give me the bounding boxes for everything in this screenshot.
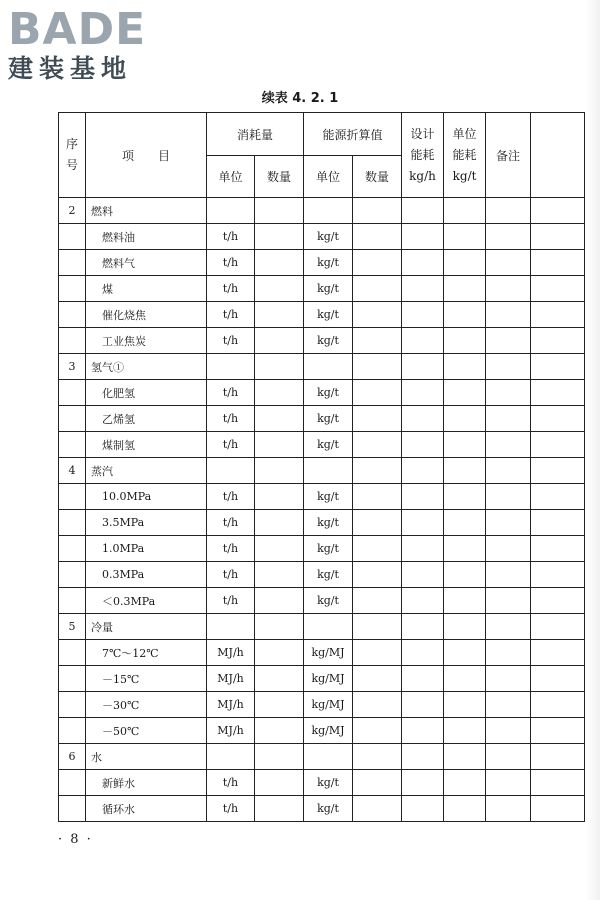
- cell-blank: [531, 432, 585, 458]
- cell-consumption-unit: t/h: [207, 276, 255, 302]
- cell-conversion-unit: kg/MJ: [304, 718, 353, 744]
- cell-consumption-quantity: [255, 198, 304, 224]
- cell-remarks: [486, 458, 531, 484]
- cell-blank: [531, 354, 585, 380]
- cell-blank: [531, 484, 585, 510]
- cell-consumption-unit: [207, 198, 255, 224]
- cell-item: 催化烧焦: [86, 302, 207, 328]
- cell-unit-energy: [444, 484, 486, 510]
- cell-blank: [531, 562, 585, 588]
- cell-design-energy: [402, 666, 444, 692]
- energy-consumption-table: [58, 112, 585, 822]
- cell-design-energy: [402, 770, 444, 796]
- cell-unit-energy: [444, 796, 486, 822]
- cell-seq: [59, 640, 86, 666]
- cell-design-energy: [402, 744, 444, 770]
- header-design-energy: [402, 113, 444, 198]
- cell-design-energy: [402, 406, 444, 432]
- cell-consumption-quantity: [255, 406, 304, 432]
- cell-conversion-unit: kg/MJ: [304, 692, 353, 718]
- header-remarks: 备注: [486, 113, 531, 198]
- table-row: [59, 796, 585, 822]
- cell-blank: [531, 276, 585, 302]
- cell-unit-energy: [444, 640, 486, 666]
- cell-seq: [59, 770, 86, 796]
- cell-consumption-unit: [207, 744, 255, 770]
- table-row: [59, 562, 585, 588]
- cell-blank: [531, 692, 585, 718]
- cell-conversion-quantity: [353, 796, 402, 822]
- header-energy-conversion: 能源折算值: [304, 113, 402, 156]
- table-row: [59, 380, 585, 406]
- cell-conversion-unit: kg/t: [304, 432, 353, 458]
- cell-seq: [59, 406, 86, 432]
- cell-design-energy: [402, 718, 444, 744]
- table-body: [59, 198, 585, 822]
- cell-conversion-quantity: [353, 224, 402, 250]
- cell-seq: [59, 562, 86, 588]
- cell-design-energy: [402, 224, 444, 250]
- cell-blank: [531, 510, 585, 536]
- cell-design-energy: [402, 198, 444, 224]
- cell-seq: [59, 224, 86, 250]
- cell-design-energy: [402, 458, 444, 484]
- cell-consumption-unit: t/h: [207, 796, 255, 822]
- cell-remarks: [486, 562, 531, 588]
- cell-consumption-unit: t/h: [207, 510, 255, 536]
- header-design-line1: 设计: [410, 126, 435, 141]
- cell-conversion-quantity: [353, 536, 402, 562]
- cell-conversion-unit: kg/MJ: [304, 666, 353, 692]
- cell-consumption-unit: t/h: [207, 406, 255, 432]
- cell-remarks: [486, 224, 531, 250]
- cell-blank: [531, 744, 585, 770]
- cell-conversion-quantity: [353, 614, 402, 640]
- logo-brand: BADE: [8, 4, 147, 55]
- cell-unit-energy: [444, 224, 486, 250]
- logo-subtitle: 建装基地: [8, 54, 133, 83]
- cell-conversion-unit: kg/t: [304, 510, 353, 536]
- cell-consumption-unit: t/h: [207, 536, 255, 562]
- cell-item: ＜0.3MPa: [86, 588, 207, 614]
- cell-conversion-quantity: [353, 692, 402, 718]
- cell-consumption-quantity: [255, 562, 304, 588]
- cell-unit-energy: [444, 588, 486, 614]
- cell-seq: 6: [59, 744, 86, 770]
- cell-seq: [59, 796, 86, 822]
- cell-conversion-unit: kg/MJ: [304, 640, 353, 666]
- cell-item: 3.5MPa: [86, 510, 207, 536]
- cell-item: 工业焦炭: [86, 328, 207, 354]
- cell-remarks: [486, 328, 531, 354]
- cell-conversion-quantity: [353, 432, 402, 458]
- header-consumption: 消耗量: [207, 113, 304, 156]
- cell-item: 7℃～12℃: [86, 640, 207, 666]
- header-seq-line2: 号: [65, 158, 78, 172]
- cell-consumption-quantity: [255, 796, 304, 822]
- cell-consumption-unit: MJ/h: [207, 640, 255, 666]
- cell-unit-energy: [444, 276, 486, 302]
- cell-unit-energy: [444, 354, 486, 380]
- cell-seq: [59, 484, 86, 510]
- table-row: [59, 666, 585, 692]
- cell-remarks: [486, 796, 531, 822]
- header-unit-energy: [444, 113, 486, 198]
- cell-blank: [531, 614, 585, 640]
- cell-unit-energy: [444, 432, 486, 458]
- cell-remarks: [486, 250, 531, 276]
- cell-remarks: [486, 770, 531, 796]
- cell-consumption-quantity: [255, 276, 304, 302]
- cell-conversion-quantity: [353, 198, 402, 224]
- cell-consumption-quantity: [255, 302, 304, 328]
- cell-conversion-unit: [304, 614, 353, 640]
- cell-blank: [531, 588, 585, 614]
- cell-item: －30℃: [86, 692, 207, 718]
- table-row-category: [59, 614, 585, 640]
- cell-design-energy: [402, 796, 444, 822]
- cell-design-energy: [402, 692, 444, 718]
- cell-conversion-unit: kg/t: [304, 484, 353, 510]
- cell-conversion-quantity: [353, 666, 402, 692]
- cell-seq: 4: [59, 458, 86, 484]
- cell-blank: [531, 718, 585, 744]
- cell-seq: [59, 692, 86, 718]
- cell-remarks: [486, 588, 531, 614]
- cell-conversion-quantity: [353, 380, 402, 406]
- cell-consumption-quantity: [255, 536, 304, 562]
- cell-seq: [59, 380, 86, 406]
- cell-conversion-quantity: [353, 510, 402, 536]
- cell-consumption-unit: t/h: [207, 770, 255, 796]
- page-number: · 8 ·: [58, 832, 93, 847]
- table-row: [59, 770, 585, 796]
- cell-conversion-quantity: [353, 276, 402, 302]
- cell-conversion-unit: kg/t: [304, 796, 353, 822]
- cell-design-energy: [402, 536, 444, 562]
- cell-item: 乙烯氢: [86, 406, 207, 432]
- cell-conversion-unit: [304, 458, 353, 484]
- cell-item: 氢气①: [86, 354, 207, 380]
- table-row-category: [59, 744, 585, 770]
- cell-consumption-quantity: [255, 224, 304, 250]
- table-row: [59, 406, 585, 432]
- cell-consumption-unit: t/h: [207, 432, 255, 458]
- table-row-category: [59, 198, 585, 224]
- cell-seq: 2: [59, 198, 86, 224]
- cell-remarks: [486, 692, 531, 718]
- cell-seq: 3: [59, 354, 86, 380]
- cell-consumption-quantity: [255, 640, 304, 666]
- cell-blank: [531, 536, 585, 562]
- cell-item: 冷量: [86, 614, 207, 640]
- cell-consumption-unit: t/h: [207, 484, 255, 510]
- cell-conversion-quantity: [353, 328, 402, 354]
- table-row: [59, 276, 585, 302]
- table-row: [59, 588, 585, 614]
- cell-unit-energy: [444, 666, 486, 692]
- cell-consumption-unit: t/h: [207, 588, 255, 614]
- cell-seq: [59, 718, 86, 744]
- cell-conversion-unit: [304, 198, 353, 224]
- cell-blank: [531, 770, 585, 796]
- cell-unit-energy: [444, 562, 486, 588]
- header-design-line3: kg/h: [409, 168, 436, 183]
- cell-blank: [531, 380, 585, 406]
- watermark-logo: [8, 6, 178, 92]
- cell-conversion-quantity: [353, 640, 402, 666]
- header-unit-energy-line1: 单位: [452, 126, 477, 141]
- cell-item: 蒸汽: [86, 458, 207, 484]
- cell-blank: [531, 224, 585, 250]
- cell-remarks: [486, 198, 531, 224]
- table-row-category: [59, 458, 585, 484]
- cell-consumption-quantity: [255, 588, 304, 614]
- cell-conversion-unit: [304, 354, 353, 380]
- cell-conversion-unit: kg/t: [304, 588, 353, 614]
- cell-consumption-unit: MJ/h: [207, 692, 255, 718]
- cell-seq: [59, 302, 86, 328]
- cell-conversion-unit: kg/t: [304, 250, 353, 276]
- header-seq: [59, 113, 86, 198]
- cell-consumption-unit: t/h: [207, 302, 255, 328]
- cell-item: 煤制氢: [86, 432, 207, 458]
- cell-conversion-unit: kg/t: [304, 380, 353, 406]
- cell-unit-energy: [444, 458, 486, 484]
- cell-design-energy: [402, 250, 444, 276]
- cell-item: 10.0MPa: [86, 484, 207, 510]
- cell-design-energy: [402, 640, 444, 666]
- cell-conversion-quantity: [353, 458, 402, 484]
- cell-consumption-quantity: [255, 328, 304, 354]
- cell-item: 新鲜水: [86, 770, 207, 796]
- cell-conversion-unit: [304, 744, 353, 770]
- cell-consumption-unit: [207, 614, 255, 640]
- cell-blank: [531, 198, 585, 224]
- cell-blank: [531, 250, 585, 276]
- cell-consumption-quantity: [255, 510, 304, 536]
- table-row: [59, 640, 585, 666]
- cell-conversion-unit: kg/t: [304, 276, 353, 302]
- cell-blank: [531, 458, 585, 484]
- cell-unit-energy: [444, 406, 486, 432]
- cell-unit-energy: [444, 328, 486, 354]
- cell-conversion-unit: kg/t: [304, 562, 353, 588]
- table-row: [59, 510, 585, 536]
- cell-conversion-quantity: [353, 484, 402, 510]
- table-row: [59, 484, 585, 510]
- header-seq-line1: 序: [65, 137, 78, 151]
- cell-item: 燃料气: [86, 250, 207, 276]
- header-conversion-quantity: 数量: [353, 156, 402, 198]
- cell-consumption-quantity: [255, 770, 304, 796]
- cell-design-energy: [402, 354, 444, 380]
- cell-remarks: [486, 718, 531, 744]
- cell-consumption-unit: t/h: [207, 380, 255, 406]
- cell-consumption-quantity: [255, 666, 304, 692]
- cell-consumption-unit: [207, 458, 255, 484]
- cell-item: 煤: [86, 276, 207, 302]
- cell-consumption-unit: t/h: [207, 328, 255, 354]
- cell-item: 燃料: [86, 198, 207, 224]
- cell-consumption-quantity: [255, 380, 304, 406]
- cell-conversion-quantity: [353, 744, 402, 770]
- table-row: [59, 692, 585, 718]
- cell-blank: [531, 666, 585, 692]
- cell-conversion-unit: kg/t: [304, 536, 353, 562]
- header-blank: [531, 113, 585, 198]
- header-conversion-unit: 单位: [304, 156, 353, 198]
- cell-consumption-quantity: [255, 458, 304, 484]
- cell-remarks: [486, 354, 531, 380]
- cell-blank: [531, 328, 585, 354]
- cell-conversion-quantity: [353, 250, 402, 276]
- cell-consumption-quantity: [255, 354, 304, 380]
- cell-design-energy: [402, 588, 444, 614]
- cell-design-energy: [402, 328, 444, 354]
- cell-conversion-unit: kg/t: [304, 328, 353, 354]
- cell-remarks: [486, 614, 531, 640]
- cell-conversion-unit: kg/t: [304, 224, 353, 250]
- cell-consumption-unit: t/h: [207, 250, 255, 276]
- header-unit-energy-line3: kg/t: [452, 168, 477, 183]
- cell-blank: [531, 406, 585, 432]
- table-row: [59, 432, 585, 458]
- cell-consumption-unit: MJ/h: [207, 718, 255, 744]
- cell-item: 燃料油: [86, 224, 207, 250]
- cell-consumption-unit: [207, 354, 255, 380]
- cell-consumption-unit: MJ/h: [207, 666, 255, 692]
- cell-consumption-quantity: [255, 692, 304, 718]
- cell-conversion-quantity: [353, 302, 402, 328]
- cell-seq: [59, 250, 86, 276]
- cell-unit-energy: [444, 302, 486, 328]
- cell-item: －50℃: [86, 718, 207, 744]
- cell-unit-energy: [444, 510, 486, 536]
- cell-design-energy: [402, 484, 444, 510]
- cell-design-energy: [402, 614, 444, 640]
- cell-unit-energy: [444, 692, 486, 718]
- cell-remarks: [486, 432, 531, 458]
- cell-unit-energy: [444, 744, 486, 770]
- cell-remarks: [486, 744, 531, 770]
- cell-conversion-unit: kg/t: [304, 406, 353, 432]
- cell-unit-energy: [444, 770, 486, 796]
- cell-unit-energy: [444, 614, 486, 640]
- cell-item: 1.0MPa: [86, 536, 207, 562]
- cell-item: 0.3MPa: [86, 562, 207, 588]
- cell-seq: [59, 666, 86, 692]
- cell-seq: [59, 276, 86, 302]
- cell-seq: [59, 432, 86, 458]
- cell-seq: [59, 328, 86, 354]
- cell-unit-energy: [444, 536, 486, 562]
- header-design-line2: 能耗: [410, 147, 435, 162]
- table-row: [59, 718, 585, 744]
- cell-consumption-quantity: [255, 250, 304, 276]
- cell-item: 水: [86, 744, 207, 770]
- cell-conversion-quantity: [353, 718, 402, 744]
- cell-seq: [59, 588, 86, 614]
- cell-blank: [531, 302, 585, 328]
- cell-item: 化肥氢: [86, 380, 207, 406]
- page-edge-shadow: [586, 0, 600, 900]
- header-unit-energy-line2: 能耗: [452, 147, 477, 162]
- cell-remarks: [486, 406, 531, 432]
- cell-consumption-unit: t/h: [207, 562, 255, 588]
- cell-conversion-quantity: [353, 562, 402, 588]
- cell-design-energy: [402, 380, 444, 406]
- cell-design-energy: [402, 432, 444, 458]
- cell-remarks: [486, 484, 531, 510]
- cell-remarks: [486, 276, 531, 302]
- cell-consumption-quantity: [255, 614, 304, 640]
- cell-design-energy: [402, 510, 444, 536]
- cell-remarks: [486, 380, 531, 406]
- cell-unit-energy: [444, 380, 486, 406]
- cell-consumption-quantity: [255, 744, 304, 770]
- cell-remarks: [486, 536, 531, 562]
- table-row: [59, 302, 585, 328]
- cell-conversion-quantity: [353, 588, 402, 614]
- cell-design-energy: [402, 302, 444, 328]
- cell-conversion-unit: kg/t: [304, 770, 353, 796]
- cell-seq: 5: [59, 614, 86, 640]
- cell-design-energy: [402, 562, 444, 588]
- cell-conversion-quantity: [353, 406, 402, 432]
- cell-conversion-quantity: [353, 770, 402, 796]
- cell-blank: [531, 796, 585, 822]
- cell-item: －15℃: [86, 666, 207, 692]
- cell-seq: [59, 510, 86, 536]
- cell-consumption-quantity: [255, 432, 304, 458]
- cell-remarks: [486, 666, 531, 692]
- table-row: [59, 328, 585, 354]
- header-consumption-quantity: 数量: [255, 156, 304, 198]
- cell-conversion-unit: kg/t: [304, 302, 353, 328]
- cell-conversion-quantity: [353, 354, 402, 380]
- cell-consumption-quantity: [255, 718, 304, 744]
- cell-unit-energy: [444, 718, 486, 744]
- header-item: 项 目: [86, 113, 207, 198]
- cell-remarks: [486, 510, 531, 536]
- table-caption: 续表 4. 2. 1: [261, 91, 339, 106]
- cell-consumption-unit: t/h: [207, 224, 255, 250]
- cell-consumption-quantity: [255, 484, 304, 510]
- cell-design-energy: [402, 276, 444, 302]
- cell-unit-energy: [444, 198, 486, 224]
- cell-remarks: [486, 302, 531, 328]
- table-row: [59, 224, 585, 250]
- table-row: [59, 250, 585, 276]
- cell-remarks: [486, 640, 531, 666]
- cell-unit-energy: [444, 250, 486, 276]
- cell-blank: [531, 640, 585, 666]
- table-row-category: [59, 354, 585, 380]
- header-consumption-unit: 单位: [207, 156, 255, 198]
- cell-item: 循环水: [86, 796, 207, 822]
- cell-seq: [59, 536, 86, 562]
- table-row: [59, 536, 585, 562]
